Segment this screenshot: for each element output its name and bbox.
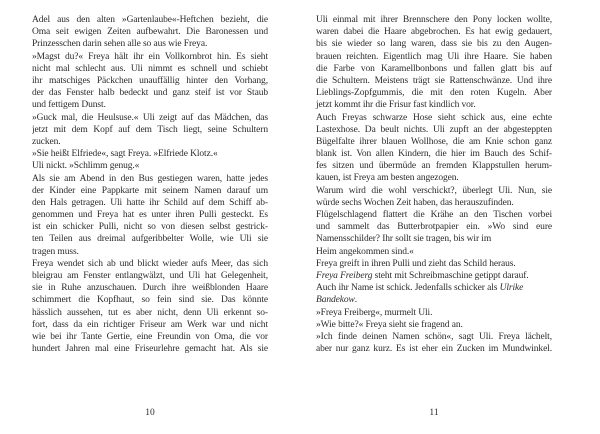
text-line: Namensschilder? Ihr sollt sie tragen, bis wir im (316, 234, 492, 245)
text-line: sie in Ruhe anzuschauen. Durch ihre weißblonden Haare (32, 283, 268, 294)
text-line: Auch ihr Name ist schick. Jedenfalls schicker als Ulrike (316, 283, 524, 294)
text-line: der das Fenster halb bedeckt und ganz steif ist vor Staub (32, 88, 268, 99)
text-line: Warum wird die wohl verschickt?, überlegt Uli. Nun, sie (316, 185, 552, 196)
text-line: Als sie am Abend in den Bus gestiegen waren, hatte jedes (32, 173, 268, 184)
text-line: bis sie wieder so lang waren, dass sie bis zu den Augen- (316, 39, 552, 50)
text-line: »Ich finde deinen Namen schön«, sagt Uli. Freya lächelt, (316, 332, 552, 343)
text-line: Auch Freyas schwarze Hose sieht schick aus, eine echte (316, 112, 552, 123)
text-line: jetzt mit dem Kopf auf dem Tisch liegt, seine Schultern (32, 124, 268, 135)
text-line: ist ein schicker Pulli, nicht so von diesen selbst gestrick- (32, 222, 268, 233)
text-line: Uli einmal mit ihrer Brennschere den Pony locken wollte, (316, 15, 552, 25)
text-line: den Hals getragen. Uli hatte ihr Schild auf dem Schiff ab- (32, 197, 268, 208)
text-line: ten Teilen aus dreimal aufgeribbelter Wolle, wie Uli sie (32, 234, 268, 245)
text-line: blank ist. Von allen Kindern, die hier im Bauch des Schif- (316, 149, 552, 160)
text-line: kauen, ist Freya am besten angezogen. (316, 173, 459, 184)
text-line: Lieblings-Zopfgummis, die mit den roten Kugeln. Aber (316, 88, 552, 99)
text-line: schimmert die Kopfhaut, so fein sind sie. Das könnte (32, 295, 268, 306)
text-line: Uli nickt. »Schlimm genug.« (32, 161, 140, 172)
text-line: Prinzesschen darin sehen alle so aus wie Freya. (32, 39, 208, 50)
text-line: jetzt kommt ihr die Frisur fast kindlich vor. (316, 100, 476, 111)
text-line: fort, dass da ein richtiger Friseur am Werk war und nicht (32, 319, 268, 330)
text-line: fes sitzen und übermüde an fremden Klappstullen herum- (316, 161, 552, 172)
text-line: »Magst du?« Freya hält ihr ein Vollkornbrot hin. Es sieht (32, 51, 268, 62)
text-line: »Sie heißt Elfriede«, sagt Freya. »Elfriede Klotz.« (32, 149, 218, 160)
text-line: aber nur ganz kurz. Es ist eher ein Zucken im Mundwinkel. (316, 344, 552, 355)
text-line: Freya Freiberg steht mit Schreibmaschine getippt darauf. (316, 271, 529, 282)
text-line: »Guck mal, die Heulsuse.« Uli zeigt auf das Mädchen, das (32, 112, 268, 123)
text-line: Bandekow. (316, 295, 358, 306)
text-line: »Freya Freiberg«, murmelt Uli. (316, 307, 433, 318)
text-line: hässlich aussehen, tut es aber nicht, denn Uli erkennt so- (32, 307, 268, 318)
text-line: würde sechs Wochen Zeit haben, das herauszufinden. (316, 197, 514, 208)
text-line: brauen reichten. Eigentlich mag Uli ihre Haare. Sie haben (316, 51, 552, 62)
text-line: die Farbe von Karamellbonbons und fallen glatt bis auf (316, 63, 552, 74)
text-line: Flügelschlagend flattert die Krähe an den Tischen vorbei (316, 210, 552, 221)
text-line: und fettigem Dunst. (32, 100, 106, 111)
text-line: Adel aus den alten »Gartenlaube«-Heftchen bezieht, die (32, 15, 268, 25)
text-line: bleigrau am Fenster entlangwälzt, und Uli hat Gelegenheit, (32, 271, 268, 282)
text-line: »Wie bitte?« Freya sieht sie fragend an. (316, 319, 463, 330)
text-line: Heim angekommen sind.« (316, 246, 414, 257)
text-line: Freya wendet sich ab und blickt wieder aufs Meer, das sich (32, 258, 268, 269)
text-line: tragen muss. (32, 246, 79, 257)
text-line: Freya greift in ihren Pulli und zieht das Schild heraus. (316, 258, 516, 269)
text-line: wie bei ihr Tante Gertie, eine Freundin von Oma, die vor (32, 331, 268, 342)
text-line: Bügelfalte ihrer blauen Wollhose, die am Knie schon ganz (316, 136, 552, 147)
text-line: genommen und Freya hat es unter ihren Pulli gesteckt. Es (32, 210, 268, 221)
text-line: waren dabei die Haare abgebrochen. Es hat ewig gedauert, (316, 27, 552, 38)
page-number-right: 11 (429, 408, 439, 418)
right-page-text (316, 14, 552, 355)
text-line: Lastexhose. Da beult nichts. Uli zupft an der abgesteppten (316, 124, 552, 135)
text-line: ihr matschiges Päckchen unauffällig hinter den Vorhang, (32, 75, 268, 86)
page-number-left: 10 (145, 408, 155, 418)
text-line: die Schultern. Meistens trägt sie Rattenschwänze. Und ihre (316, 75, 552, 86)
left-page-text (32, 14, 268, 355)
text-line: Oma seit ewigen Zeiten aufbewahrt. Die Baronessen und (32, 27, 268, 38)
text-line: zucken. (32, 136, 61, 147)
text-line: und sammelt das Butterbrotpapier ein. »Wo sind eure (316, 222, 552, 233)
text-line: der Kinder eine Pappkarte mit seinem Namen darauf um (32, 185, 268, 196)
text-line: nicht mal schlecht aus. Uli nimmt es schnell und schiebt (32, 63, 268, 74)
text-line: hundert Jahren mal eine Friseurlehre gemacht hat. Als sie (32, 344, 268, 355)
